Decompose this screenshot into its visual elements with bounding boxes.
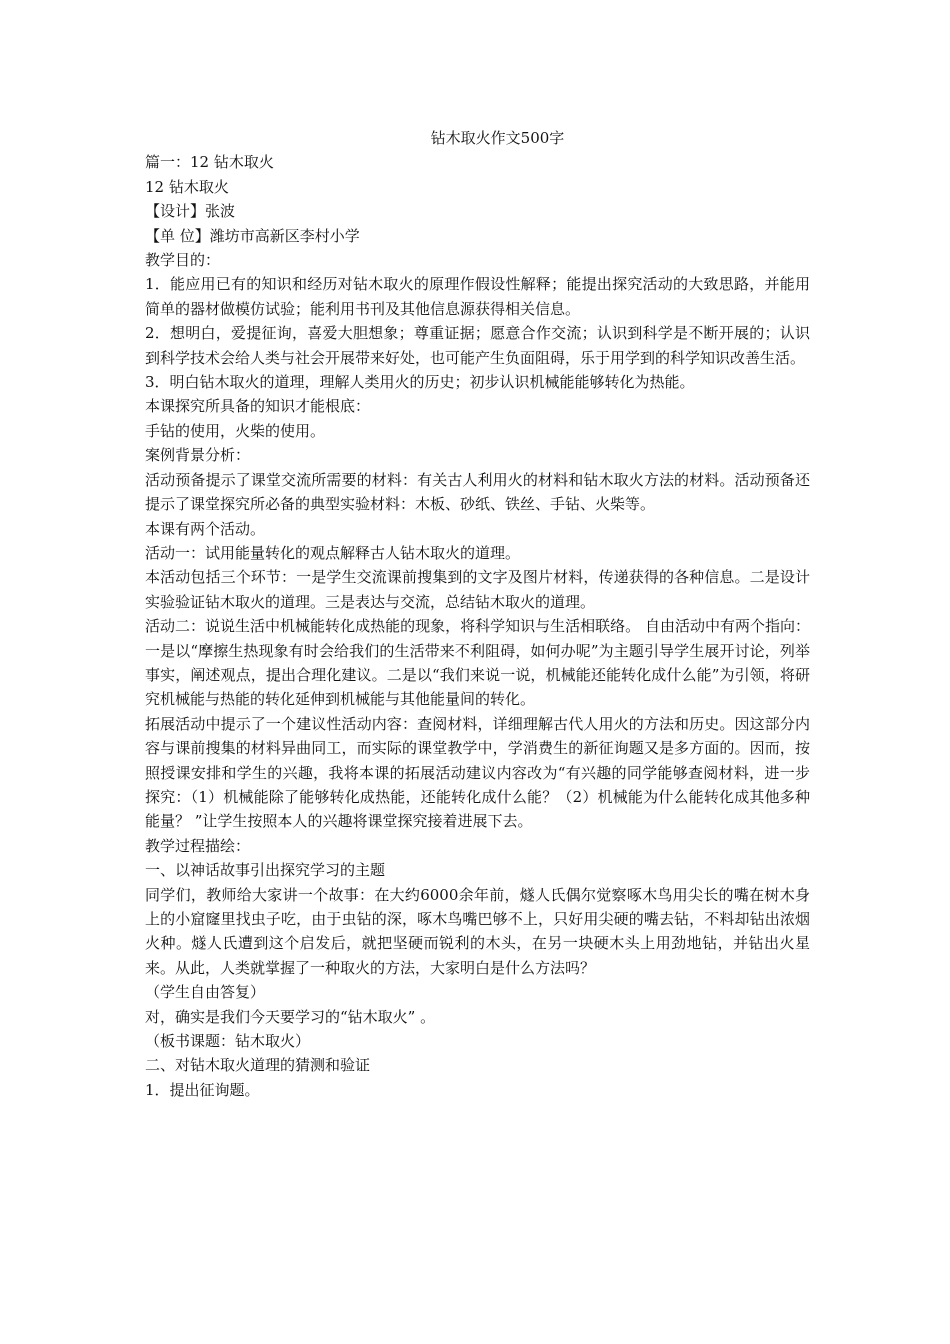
paragraph-story: 同学们，教师给大家讲一个故事：在大约6000余年前，燧人氏偶尔觉察啄木鸟用尖长的嘴在树木身上的小窟窿里找虫子吃，由于虫钻的深，啄木鸟嘴巴够不上，只好用尖硬的嘴去钻，不料却钻出浓烟火种。燧人氏遭到这个启发后，就把坚硬而锐利的木头，在另一块硬木头上用劲地钻，并钻出火星来。从此，人类就掌握了一种取火的方法，大家明白是什么方法吗？ xyxy=(145,885,810,977)
paragraph-knowledge-basis: 本课探究所具备的知识才能根底： xyxy=(145,397,371,416)
paragraph-confirm: 对，确实是我们今天要学习的“钻木取火” 。 xyxy=(145,1007,436,1026)
paragraph-student-answer: （学生自由答复） xyxy=(145,983,266,1002)
paragraph-section-2: 二、对钻木取火道理的猜测和验证 xyxy=(145,1056,371,1075)
paragraph-activity-2: 活动二：说说生活中机械能转化成热能的现象，将科学知识与生活相联络。 自由活动中有两个指向：一是以“摩擦生热现象有时会给我们的生活带来不利阻碍，如何办呢”为主题引导学生展开讨论，列举事实，阐述观点，提出合理化建议。二是以“我们来说一说，机械能还能转化成什么能”为引领，将研究机械能与热能的转化延伸到机械能与其他能量间的转化。 xyxy=(145,617,810,709)
paragraph-background-heading: 案例背景分析： xyxy=(145,446,251,465)
paragraph-extension: 拓展活动中提示了一个建议性活动内容：查阅材料，详细理解古代人用火的方法和历史。因这部分内容与课前搜集的材料异曲同工，而实际的课堂教学中，学消费生的新征询题又是多方面的。因而，按照授课安排和学生的兴趣，我将本课的拓展活动建议内容改为“有兴趣的同学能够查阅材料，进一步探究：（1）机械能除了能够转化成热能，还能转化成什么能？（2）机械能为什么能转化成其他多种能量？ ”让学生按照本人的兴趣将课堂探究接着进展下去。 xyxy=(145,714,810,831)
paragraph-activity-1-steps: 本活动包括三个环节：一是学生交流课前搜集到的文字及图片材料，传递获得的各种信息。二是设计实验验证钻木取火的道理。三是表达与交流，总结钻木取火的道理。 xyxy=(145,568,810,611)
paragraph-preparation: 活动预备提示了课堂交流所需要的材料：有关古人利用火的材料和钻木取火方法的材料。活动预备还提示了课堂探究所必备的典型实验材料：木板、砂纸、铁丝、手钻、火柴等。 xyxy=(145,470,810,514)
paragraph-objective-2: 2．想明白，爱提征询，喜爱大胆想象；尊重证据；愿意合作交流；认识到科学是不断开展的；认识到科学技术会给人类与社会开展带来好处，也可能产生负面阻碍，乐于用学到的科学知识改善生活。 xyxy=(145,324,810,367)
paragraph-heading-part1: 篇一：12 钻木取火 xyxy=(145,153,274,172)
document-title: 钻木取火作文500字 xyxy=(430,129,565,147)
paragraph-process-heading: 教学过程描绘： xyxy=(145,836,251,855)
paragraph-two-activities: 本课有两个活动。 xyxy=(145,519,266,538)
paragraph-activity-1: 活动一：试用能量转化的观点解释古人钻木取火的道理。 xyxy=(145,543,521,562)
paragraph-objectives-heading: 教学目的： xyxy=(145,251,221,270)
paragraph-objective-3: 3．明白钻木取火的道理，理解人类用火的历史；初步认识机械能能够转化为热能。 xyxy=(145,373,695,392)
paragraph-unit: 【单 位】潍坊市高新区李村小学 xyxy=(145,226,360,245)
paragraph-designer: 【设计】张波 xyxy=(145,202,236,221)
paragraph-raise-question: 1．提出征询题。 xyxy=(145,1080,260,1099)
paragraph-board-title: （板书课题：钻木取火） xyxy=(145,1032,311,1051)
paragraph-tools: 手钻的使用，火柴的使用。 xyxy=(145,421,326,440)
document-body xyxy=(145,126,810,1102)
paragraph-lesson-title: 12 钻木取火 xyxy=(145,177,229,196)
paragraph-objective-1: 1．能应用已有的知识和经历对钻木取火的原理作假设性解释；能提出探究活动的大致思路，并能用简单的器材做模仿试验；能利用书刊及其他信息源获得相关信息。 xyxy=(145,275,810,318)
paragraph-section-1: 一、以神话故事引出探究学习的主题 xyxy=(145,861,386,880)
